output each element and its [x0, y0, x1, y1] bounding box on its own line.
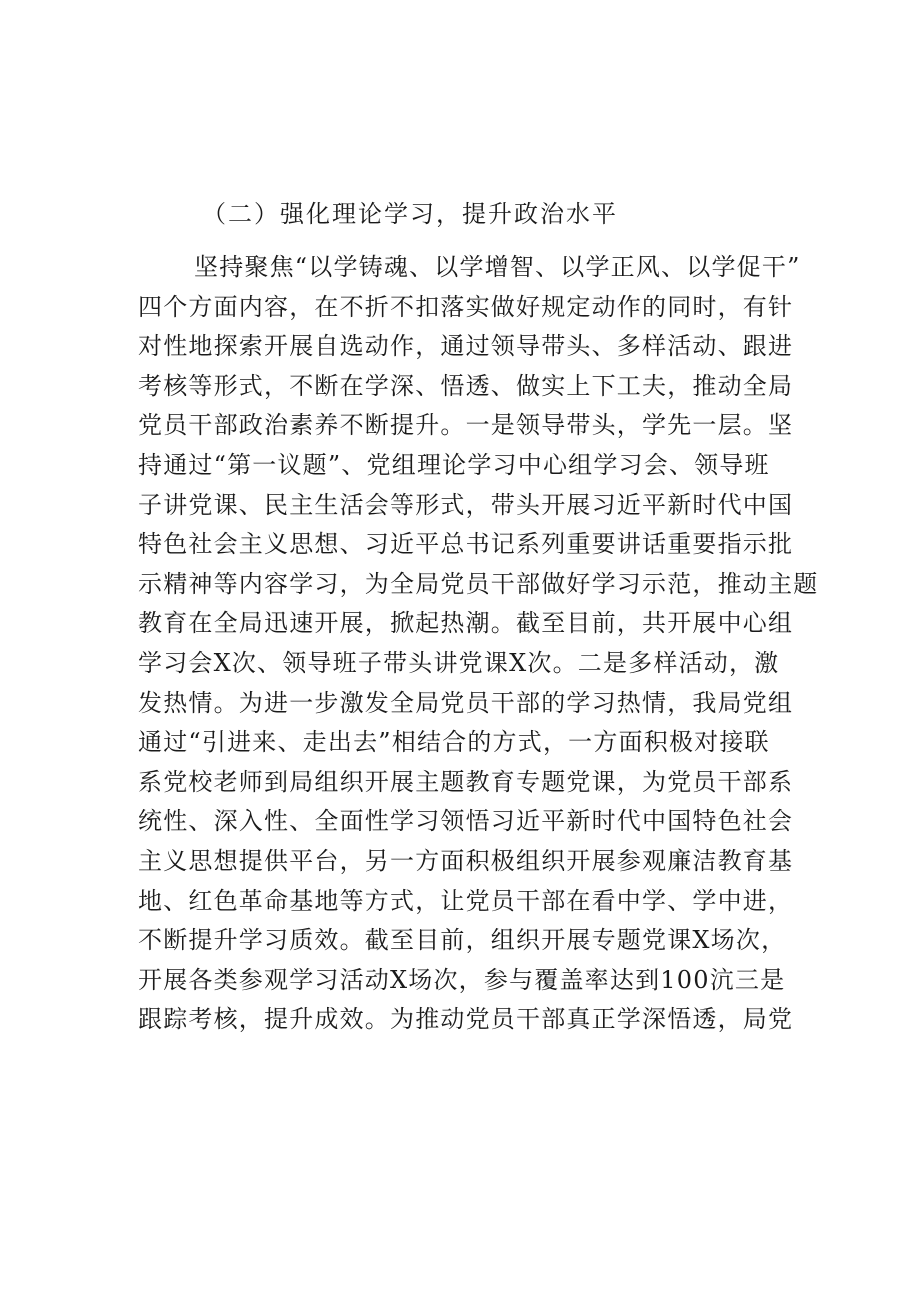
paragraph-line: 坚持聚焦“以学铸魂、以学增智、以学正风、以学促干” [194, 253, 801, 281]
paragraph-line: 地、红色革命基地等方式，让党员干部在看中学、学中进， [138, 886, 794, 915]
paragraph-line: 不断提升学习质效。截至目前，组织开展专题党课X场次， [138, 926, 787, 955]
paragraph-line: 学习会X次、领导班子带头讲党课X次。二是多样活动，激 [138, 648, 780, 677]
paragraph-line: 考核等形式，不断在学深、悟透、做实上下工夫，推动全局 [138, 371, 794, 400]
section-heading: （二）强化理论学习，提升政治水平 [202, 200, 618, 228]
paragraph-line: 系党校老师到局组织开展主题教育专题党课，为党员干部系 [138, 767, 794, 796]
paragraph-line: 统性、深入性、全面性学习领悟习近平新时代中国特色社会 [138, 807, 794, 836]
paragraph-line: 党员干部政治素养不断提升。一是领导带头，学先一层。坚 [138, 411, 794, 440]
paragraph-line: 对性地探索开展自选动作，通过领导带头、多样活动、跟进 [138, 332, 794, 361]
paragraph-line: 跟踪考核，提升成效。为推动党员干部真正学深悟透，局党 [138, 1005, 794, 1034]
paragraph-line: 子讲党课、民主生活会等形式，带头开展习近平新时代中国 [138, 490, 794, 519]
paragraph-line: 特色社会主义思想、习近平总书记系列重要讲话重要指示批 [138, 530, 794, 559]
document-body [138, 196, 819, 1040]
paragraph-line: 四个方面内容，在不折不扣落实做好规定动作的同时，有针 [138, 292, 794, 321]
paragraph-line: 发热情。为进一步激发全局党员干部的学习热情，我局党组 [138, 688, 794, 717]
paragraph-line: 持通过“第一议题”、党组理论学习中心组学习会、领导班 [138, 450, 770, 479]
paragraph-line: 教育在全局迅速开展，掀起热潮。截至目前，共开展中心组 [138, 609, 794, 638]
body-paragraph [138, 248, 819, 1040]
paragraph-line: 主义思想提供平台，另一方面积极组织开展参观廉洁教育基 [138, 846, 794, 875]
paragraph-line: 示精神等内容学习，为全局党员干部做好学习示范，推动主题 [138, 569, 819, 598]
paragraph-line: 开展各类参观学习活动X场次，参与覆盖率达到100沆三是 [138, 965, 786, 994]
paragraph-line: 通过“引进来、走出去”相结合的方式，一方面积极对接联 [138, 728, 770, 757]
